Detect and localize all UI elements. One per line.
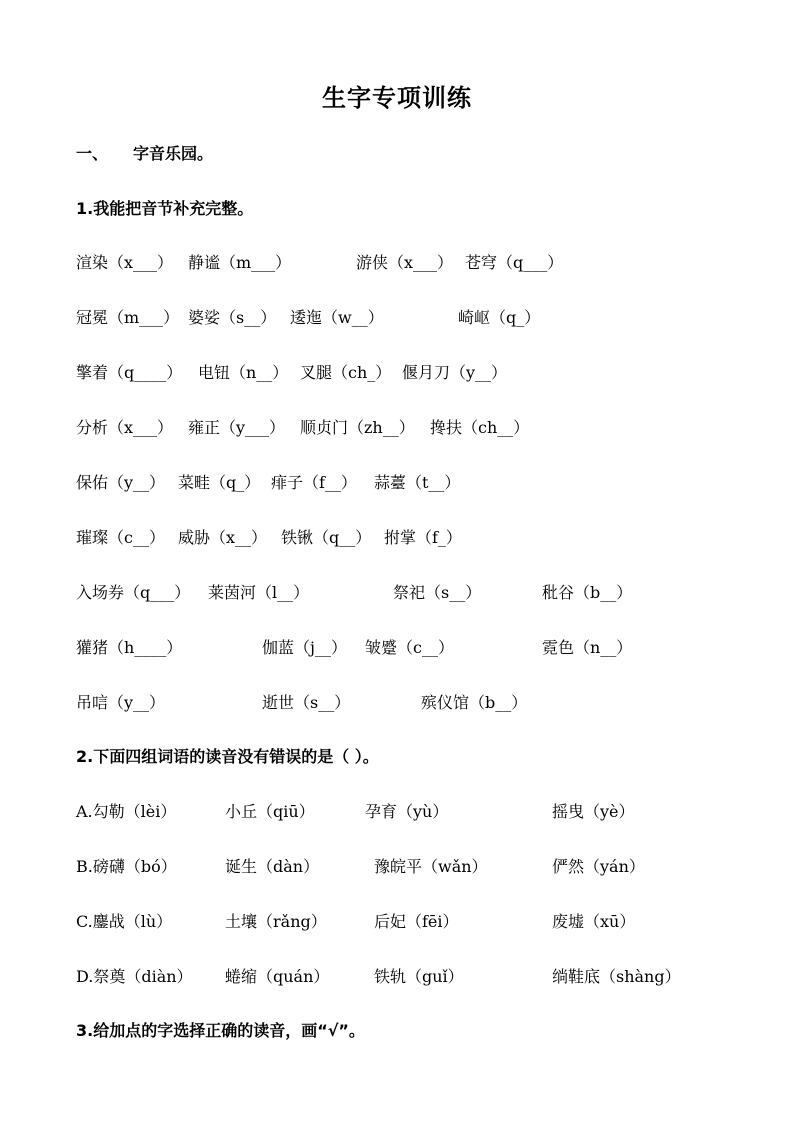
q2-word: 废墟（xū） (552, 912, 636, 931)
q2-word: 绱鞋底（shàng） (552, 967, 681, 986)
q1-item: 铁锹（q__） (281, 528, 372, 547)
q1-item: 拊掌（f_） (384, 528, 462, 547)
section-number: 一、 (76, 144, 109, 163)
q1-item: 保佑（y__） (76, 473, 166, 492)
q1-item: 搀扶（ch__） (430, 418, 530, 437)
question-1-prompt: 1.我能把音节补充完整。 (76, 199, 254, 218)
q2-word: 土壤（rǎng） (225, 912, 327, 931)
q2-word: 孕育（yù） (365, 802, 449, 821)
q1-item: 祭祀（s__） (393, 583, 482, 602)
q2-word: C.鏖战（lù） (76, 912, 173, 931)
q2-word: D.祭奠（diàn） (76, 967, 193, 986)
q1-item: 顺贞门（zh__） (300, 418, 415, 437)
q1-item: 雍正（y___） (188, 418, 286, 437)
q2-word: 豫皖平（wǎn） (374, 857, 488, 876)
q1-item: 崎岖（q_） (458, 308, 541, 327)
q1-item: 莱茵河（l__） (208, 583, 310, 602)
q1-item: 殡仪馆（b__） (421, 693, 528, 712)
q1-item: 渲染（x___） (76, 253, 174, 272)
q2-word: 俨然（yán） (552, 857, 645, 876)
q2-word: 诞生（dàn） (225, 857, 320, 876)
section-label: 字音乐园。 (133, 144, 214, 163)
q1-item: 婆娑（s__） (188, 308, 277, 327)
q1-item: 痱子（f__） (271, 473, 357, 492)
q1-item: 威胁（x__） (178, 528, 268, 547)
page-title: 生字专项训练 (322, 84, 472, 112)
q1-item: 电钮（n__） (198, 363, 289, 382)
q1-item: 皱蹙（c__） (365, 638, 454, 657)
question-3-prompt: 3.给加点的字选择正确的读音，画“√”。 (76, 1021, 365, 1040)
q1-item: 擎着（q____） (76, 363, 183, 382)
q1-item: 苍穹（q___） (465, 253, 564, 272)
q1-item: 吊唁（y__） (76, 693, 166, 712)
q1-item: 獾猪（h____） (76, 638, 183, 657)
question-2-prompt: 2.下面四组词语的读音没有错误的是（ ）。 (76, 747, 379, 766)
q2-word: 蜷缩（quán） (225, 967, 330, 986)
q2-word: 摇曳（yè） (552, 802, 635, 821)
q1-item: 霓色（n__） (542, 638, 633, 657)
q2-word: A.勾勒（lèi） (76, 802, 177, 821)
q1-item: 璀璨（c__） (76, 528, 165, 547)
q1-item: 分析（x___） (76, 418, 174, 437)
q1-item: 冠冕（m___） (76, 308, 180, 327)
q2-word: 后妃（fēi） (374, 912, 459, 931)
q1-item: 秕谷（b__） (542, 583, 633, 602)
q2-word: 小丘（qiū） (225, 802, 315, 821)
q1-item: 游侠（x___） (356, 253, 454, 272)
q1-item: 逶迤（w__） (290, 308, 384, 327)
q1-item: 逝世（s__） (262, 693, 351, 712)
q1-item: 伽蓝（j__） (262, 638, 347, 657)
q1-item: 入场券（q___） (76, 583, 191, 602)
q1-item: 蒜薹（t__） (374, 473, 461, 492)
q2-word: B.磅礴（bó） (76, 857, 177, 876)
q2-word: 铁轨（guǐ） (374, 967, 464, 986)
q1-item: 偃月刀（y__） (402, 363, 508, 382)
q1-item: 静谧（m___） (188, 253, 292, 272)
q1-item: 菜畦（q_） (178, 473, 261, 492)
q1-item: 叉腿（ch_） (300, 363, 392, 382)
